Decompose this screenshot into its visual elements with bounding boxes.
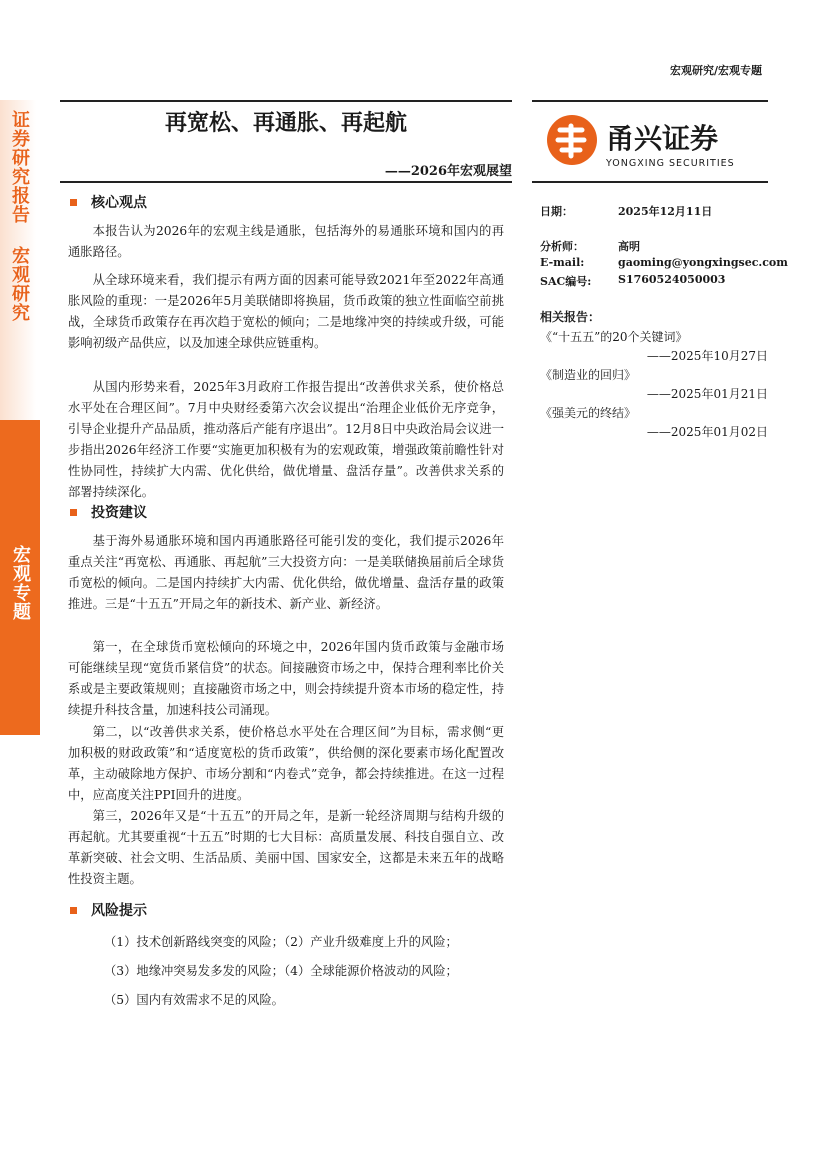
title-bottom-rule [60, 181, 512, 183]
email-label: E-mail: [540, 256, 585, 269]
logo-name-cn: 甬兴证券 [606, 122, 719, 155]
related-report-title[interactable]: 《强美元的终结》 [540, 406, 637, 420]
logo-graphic [544, 112, 764, 174]
report-title: 再宽松、再通胀、再起航 [164, 111, 407, 136]
related-reports-heading: 相关报告： [540, 310, 601, 324]
report-category: 宏观研究/宏观专题 [669, 64, 762, 77]
risk-heading-text: 风险提示 [91, 903, 147, 919]
invest-heading [70, 502, 147, 522]
risk-item: （5）国内有效需求不足的风险。 [104, 993, 284, 1007]
invest-paragraph: 第二，以“改善供求关系，使价格总水平处在合理区间”为目标，需求侧“更加积极的财政政策”和“适度宽松的货币政策”，供给侧的深化要素市场化配置改革，主动破除地方保护、市场分割和“内卷式”竞争，都会持续推进。在这一过程中，应高度关注PPI回升的进度。 [68, 725, 504, 802]
company-logo [544, 112, 764, 174]
related-report-title[interactable]: 《制造业的回归》 [540, 368, 637, 382]
square-bullet-icon [70, 199, 77, 206]
core-paragraph: 从国内形势来看，2025年3月政府工作报告提出“改善供求关系，使价格总水平处在合理区间”。7月中央财经委第六次会议提出“治理企业低价无序竞争，引导企业提升产品品质，推动落后产能有序退出”。12月8日中央政治局会议进一步指出2026年经济工作要“实施更加积极有为的宏观政策，增强政策前瞻性针对性协同性，持续扩大内需、优化供给，做优增量、盘活存量”。改善供求关系的部署持续深化。 [68, 380, 504, 499]
related-report-date: ——2025年01月02日 [646, 425, 768, 439]
sidebar-band-label: 宏观专题 [10, 545, 31, 621]
sac-label: SAC编号: [540, 275, 592, 288]
core-paragraph: 本报告认为2026年的宏观主线是通胀，包括海外的易通胀环境和国内的再通胀路径。 [68, 224, 504, 259]
date-label: 日期： [540, 205, 573, 218]
invest-paragraph: 第三，2026年又是“十五五”的开局之年，是新一轮经济周期与结构升级的再起航。尤其要重视“十五五”时期的七大目标：高质量发展、科技自强自立、改革新突破、社会文明、生活品质、美丽中国、国家安全，这都是未来五年的战略性投资主题。 [68, 809, 504, 886]
email-value[interactable]: gaoming@yongxingsec.com [618, 256, 788, 269]
date-value: 2025年12月11日 [618, 205, 713, 218]
square-bullet-icon [70, 509, 77, 516]
risk-heading [70, 900, 147, 920]
related-report-date: ——2025年10月27日 [646, 349, 768, 363]
related-report-title[interactable]: 《“十五五”的20个关键词》 [540, 330, 688, 344]
analyst-value: 高明 [618, 240, 640, 253]
risk-item: （3）地缘冲突易发多发的风险；（4）全球能源价格波动的风险； [104, 964, 458, 978]
logo-top-rule [532, 100, 768, 102]
invest-paragraph: 基于海外易通胀环境和国内再通胀路径可能引发的变化，我们提示2026年重点关注“再宽松、再通胀、再起航”三大投资方向：一是美联储换届前后全球货币宽松的倾向。二是国内持续扩大内需、优化供给，做优增量、盘活存量的政策推进。三是“十五五”开局之年的新技术、新产业、新经济。 [68, 534, 504, 611]
sidebar-report-type: 证券研究报告 宏观研究 [9, 110, 30, 322]
title-top-rule [60, 100, 512, 102]
core-heading-text: 核心观点 [91, 195, 147, 211]
square-bullet-icon [70, 907, 77, 914]
invest-paragraph: 第一，在全球货币宽松倾向的环境之中，2026年国内货币政策与金融市场可能继续呈现“宽货币紧信贷”的状态。间接融资市场之中，保持合理利率比价关系或是主要政策规则；直接融资市场之中，则会持续提升资本市场的稳定性，持续提升科技含量，加速科技公司涌现。 [68, 640, 504, 717]
report-subtitle: ——2026年宏观展望 [384, 164, 512, 179]
logo-bottom-rule [532, 181, 768, 183]
risk-item: （1）技术创新路线突变的风险；（2）产业升级难度上升的风险； [104, 935, 458, 949]
core-paragraph: 从全球环境来看，我们提示有两方面的因素可能导致2021年至2022年高通胀风险的重现：一是2026年5月美联储即将换届，货币政策的独立性面临空前挑战，全球货币政策存在再次趋于宽松的倾向；二是地缘冲突的持续或升级，可能影响初级产品供应，以及加速全球供应链重构。 [68, 273, 504, 350]
logo-name-en: YONGXING SECURITIES [606, 158, 735, 169]
core-heading [70, 192, 147, 212]
invest-heading-text: 投资建议 [91, 505, 147, 521]
sac-value: S1760524050003 [618, 273, 726, 286]
related-report-date: ——2025年01月21日 [646, 387, 768, 401]
analyst-label: 分析师： [540, 240, 584, 253]
